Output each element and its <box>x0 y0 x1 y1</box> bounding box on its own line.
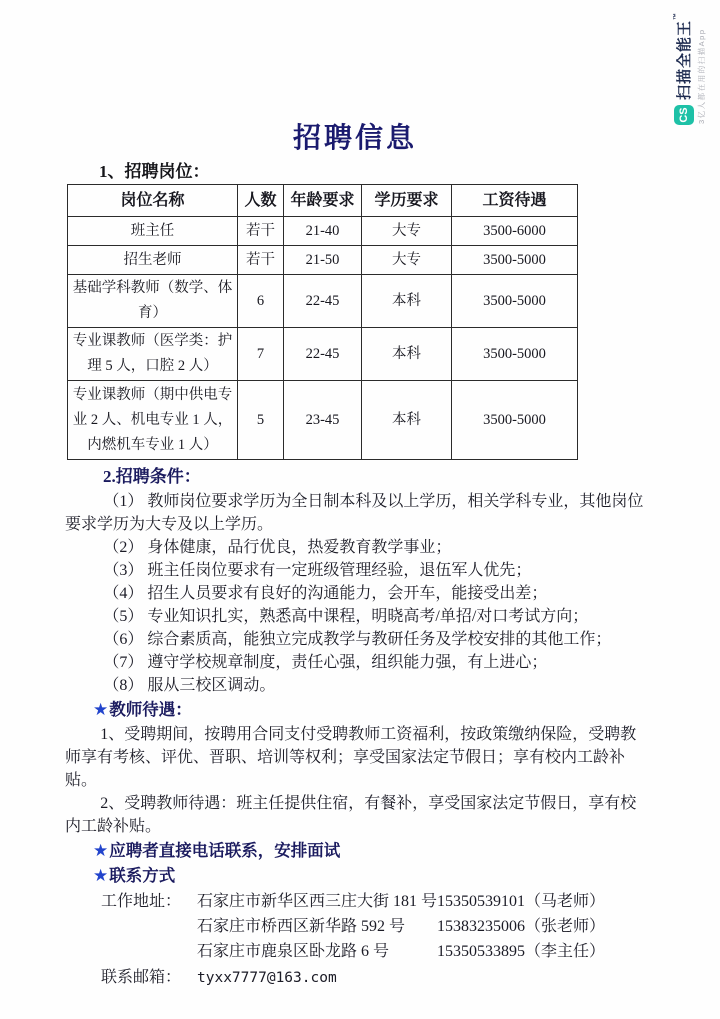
cell-position: 基础学科教师（数学、体育） <box>68 275 238 328</box>
table-row <box>68 217 578 246</box>
cell-education: 本科 <box>362 328 452 381</box>
benefits-heading-text: 教师待遇： <box>109 700 192 719</box>
cell-salary: 3500-5000 <box>452 275 578 328</box>
brand-name: 扫描全能王 <box>676 19 693 100</box>
address-text: 石家庄市桥西区新华路 592 号 <box>197 918 406 935</box>
cell-position: 专业课教师（医学类：护理 5 人，口腔 2 人） <box>68 328 238 381</box>
cell-age: 23-45 <box>284 381 362 460</box>
column-header-salary: 工资待遇 <box>452 185 578 217</box>
column-header-headcount: 人数 <box>238 185 284 217</box>
cell-salary: 3500-5000 <box>452 328 578 381</box>
requirements-list <box>65 490 645 697</box>
address-text: 石家庄市新华区西三庄大街 181 号 <box>197 893 438 910</box>
camscanner-logo-icon: CS <box>674 105 694 125</box>
cell-headcount: 若干 <box>238 217 284 246</box>
cell-education: 本科 <box>362 381 452 460</box>
cell-education: 大专 <box>362 217 452 246</box>
phone-number: 15383235006（张老师） <box>437 918 606 935</box>
star-icon: ★ <box>93 841 109 861</box>
phone-number: 15350539101（马老师） <box>437 893 606 910</box>
cell-age: 22-45 <box>284 275 362 328</box>
star-icon: ★ <box>93 866 109 886</box>
column-header-position: 岗位名称 <box>68 185 238 217</box>
benefit-paragraph: 1、受聘期间，按聘用合同支付受聘教师工资福利，按政策缴纳保险，受聘教师享有考核、评优、晋职、培训等权利；享受国家法定节假日；享有校内工龄补贴。 <box>65 726 637 789</box>
contact-email-row <box>65 965 645 991</box>
section-heading-requirements: 2.招聘条件： <box>103 467 201 486</box>
requirement-item: （4） 招生人员要求有良好的沟通能力，会开车，能接受出差； <box>103 585 548 602</box>
email-label: 联系邮箱： <box>101 969 182 986</box>
email-address: tyxx7777@163.com <box>197 970 337 986</box>
cell-position: 专业课教师（期中供电专业 2 人、机电专业 1 人，内燃机车专业 1 人） <box>68 381 238 460</box>
requirement-item: （5） 专业知识扎实，熟悉高中课程，明晓高考/单招/对口考试方向； <box>103 608 589 625</box>
cell-headcount: 5 <box>238 381 284 460</box>
cell-age: 21-40 <box>284 217 362 246</box>
table-row <box>68 275 578 328</box>
job-positions-table <box>67 184 578 460</box>
phone-number: 15350533895（李主任） <box>437 943 606 960</box>
cell-position: 招生老师 <box>68 246 238 275</box>
contact-heading-text: 联系方式 <box>109 866 176 885</box>
cell-headcount: 若干 <box>238 246 284 275</box>
requirement-item: （1） 教师岗位要求学历为全日制本科及以上学历，相关学科专业，其他岗位要求学历为大专及以上学历。 <box>65 493 644 533</box>
cell-headcount: 7 <box>238 328 284 381</box>
table-row <box>68 328 578 381</box>
cell-salary: 3500-5000 <box>452 246 578 275</box>
camscanner-tagline: 3亿人都在用的扫描App <box>697 28 706 124</box>
star-icon: ★ <box>93 700 109 720</box>
table-header-row <box>68 185 578 217</box>
cell-age: 22-45 <box>284 328 362 381</box>
column-header-age: 年龄要求 <box>284 185 362 217</box>
cell-education: 大专 <box>362 246 452 275</box>
cell-education: 本科 <box>362 275 452 328</box>
cell-position: 班主任 <box>68 217 238 246</box>
contact-location-row <box>65 939 645 964</box>
cell-age: 21-50 <box>284 246 362 275</box>
page-title: 招聘信息 <box>292 123 417 154</box>
address-text: 石家庄市鹿泉区卧龙路 6 号 <box>197 943 390 960</box>
requirement-item: （2） 身体健康，品行优良，热爱教育教学事业； <box>103 539 452 556</box>
requirement-item: （8） 服从三校区调动。 <box>103 677 276 694</box>
benefit-paragraph: 2、受聘教师待遇：班主任提供住宿，有餐补，享受国家法定节假日，享有校内工龄补贴。 <box>65 795 637 835</box>
cell-headcount: 6 <box>238 275 284 328</box>
column-header-education: 学历要求 <box>362 185 452 217</box>
interview-note-heading <box>93 839 645 863</box>
camscanner-watermark <box>673 5 715 125</box>
contact-info <box>65 889 645 991</box>
table-row <box>68 246 578 275</box>
section-heading-positions: 1、招聘岗位： <box>99 162 210 181</box>
contact-location-row <box>65 889 645 914</box>
benefits-heading <box>93 698 645 722</box>
cell-salary: 3500-6000 <box>452 217 578 246</box>
benefits-paragraphs <box>65 723 645 838</box>
interview-note-text: 应聘者直接电话联系，安排面试 <box>109 841 341 860</box>
contact-heading <box>93 864 645 888</box>
requirement-item: （3） 班主任岗位要求有一定班级管理经验，退伍军人优先； <box>103 562 532 579</box>
address-label: 工作地址： <box>101 893 182 910</box>
contact-location-row <box>65 914 645 939</box>
table-row <box>68 381 578 460</box>
requirement-item: （6） 综合素质高，能独立完成教学与教研任务及学校安排的其他工作； <box>103 631 612 648</box>
trademark-symbol: ™ <box>673 11 680 20</box>
camscanner-brand-text <box>673 12 694 100</box>
cell-salary: 3500-5000 <box>452 381 578 460</box>
requirement-item: （7） 遵守学校规章制度，责任心强，组织能力强，有上进心； <box>103 654 548 671</box>
